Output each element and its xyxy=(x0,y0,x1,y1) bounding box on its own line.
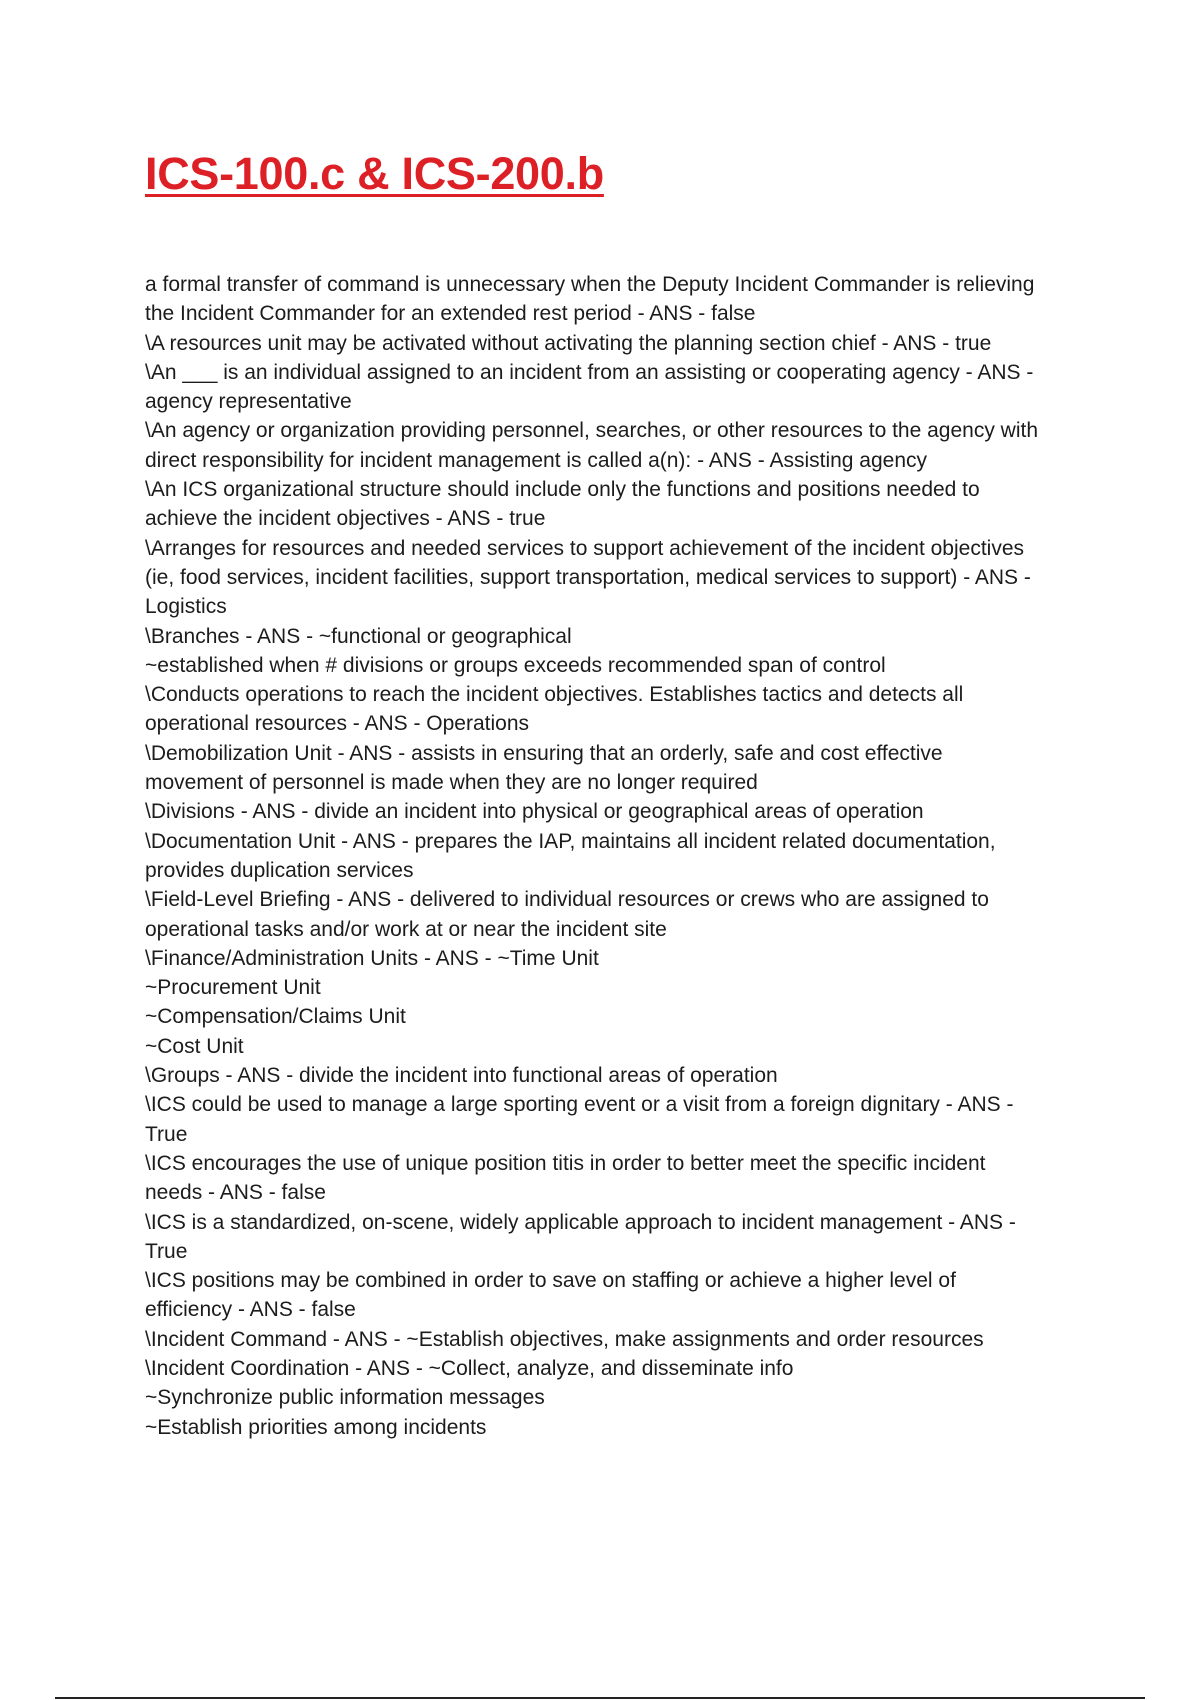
text-line: ~Establish priorities among incidents xyxy=(145,1415,487,1439)
text-line: a formal transfer of command is unnecessary when the Deputy Incident Commander is relieving xyxy=(145,273,1035,296)
text-line: ~Synchronize public information messages xyxy=(145,1386,545,1410)
text-line: operational resources - ANS - Operations xyxy=(145,712,530,736)
text-line: \ICS is a standardized, on-scene, widely applicable approach to incident management - ANS - xyxy=(145,1210,1016,1234)
text-line: \Incident Command - ANS - ~Establish objectives, make assignments and order resources xyxy=(145,1327,984,1351)
text-line: \Groups - ANS - divide the incident into functional areas of operation xyxy=(145,1064,778,1088)
text-line: \Finance/Administration Units - ANS - ~Time Unit xyxy=(145,946,599,970)
text-line: (ie, food services, incident facilities, support transportation, medical services to support) - ANS - xyxy=(145,565,1031,589)
text-line: \Arranges for resources and needed services to support achievement of the incident objectives xyxy=(145,536,1024,560)
document-title: ICS-100.c & ICS-200.b xyxy=(145,148,604,199)
text-line: \Branches - ANS - ~functional or geographical xyxy=(145,624,572,648)
text-line: ~Cost Unit xyxy=(145,1034,244,1058)
text-line: ~Compensation/Claims Unit xyxy=(145,1005,406,1029)
text-line: needs - ANS - false xyxy=(145,1181,326,1205)
footer-divider xyxy=(55,1697,1145,1699)
text-line: achieve the incident objectives - ANS - true xyxy=(145,507,546,531)
text-line: efficiency - ANS - false xyxy=(145,1298,356,1322)
text-line: \Incident Coordination - ANS - ~Collect, analyze, and disseminate info xyxy=(145,1356,794,1380)
text-line: True xyxy=(145,1122,188,1146)
text-line: True xyxy=(145,1239,188,1263)
text-line: \ICS encourages the use of unique position titis in order to better meet the specific incident xyxy=(145,1151,986,1175)
text-line: \An ___ is an individual assigned to an incident from an assisting or cooperating agency - ANS - xyxy=(145,360,1034,384)
text-line: agency representative xyxy=(145,390,352,414)
text-line: provides duplication services xyxy=(145,858,414,882)
document-body xyxy=(145,270,1095,1442)
text-line: \Demobilization Unit - ANS - assists in ensuring that an orderly, safe and cost effective xyxy=(145,741,943,765)
text-line: movement of personnel is made when they are no longer required xyxy=(145,771,758,795)
text-line: \A resources unit may be activated without activating the planning section chief - ANS - true xyxy=(145,331,992,355)
text-line: \Documentation Unit - ANS - prepares the IAP, maintains all incident related documentation, xyxy=(145,829,996,853)
text-line: \An ICS organizational structure should include only the functions and positions needed to xyxy=(145,478,980,502)
text-line: direct responsibility for incident management is called a(n): - ANS - Assisting agency xyxy=(145,448,928,472)
text-line: Logistics xyxy=(145,595,227,619)
text-line: the Incident Commander for an extended rest period - ANS - false xyxy=(145,302,756,326)
text-line: \Divisions - ANS - divide an incident into physical or geographical areas of operation xyxy=(145,800,924,824)
text-line: ~established when # divisions or groups exceeds recommended span of control xyxy=(145,653,886,677)
text-line: \ICS could be used to manage a large sporting event or a visit from a foreign dignitary - ANS - xyxy=(145,1093,1014,1117)
text-line: \ICS positions may be combined in order to save on staffing or achieve a higher level of xyxy=(145,1269,956,1293)
text-line: ~Procurement Unit xyxy=(145,976,321,1000)
text-line: operational tasks and/or work at or near the incident site xyxy=(145,917,667,941)
text-line: \An agency or organization providing personnel, searches, or other resources to the agency with xyxy=(145,419,1039,443)
text-line: \Conducts operations to reach the incident objectives. Establishes tactics and detects all xyxy=(145,683,964,707)
text-line: \Field-Level Briefing - ANS - delivered to individual resources or crews who are assigned to xyxy=(145,888,989,912)
